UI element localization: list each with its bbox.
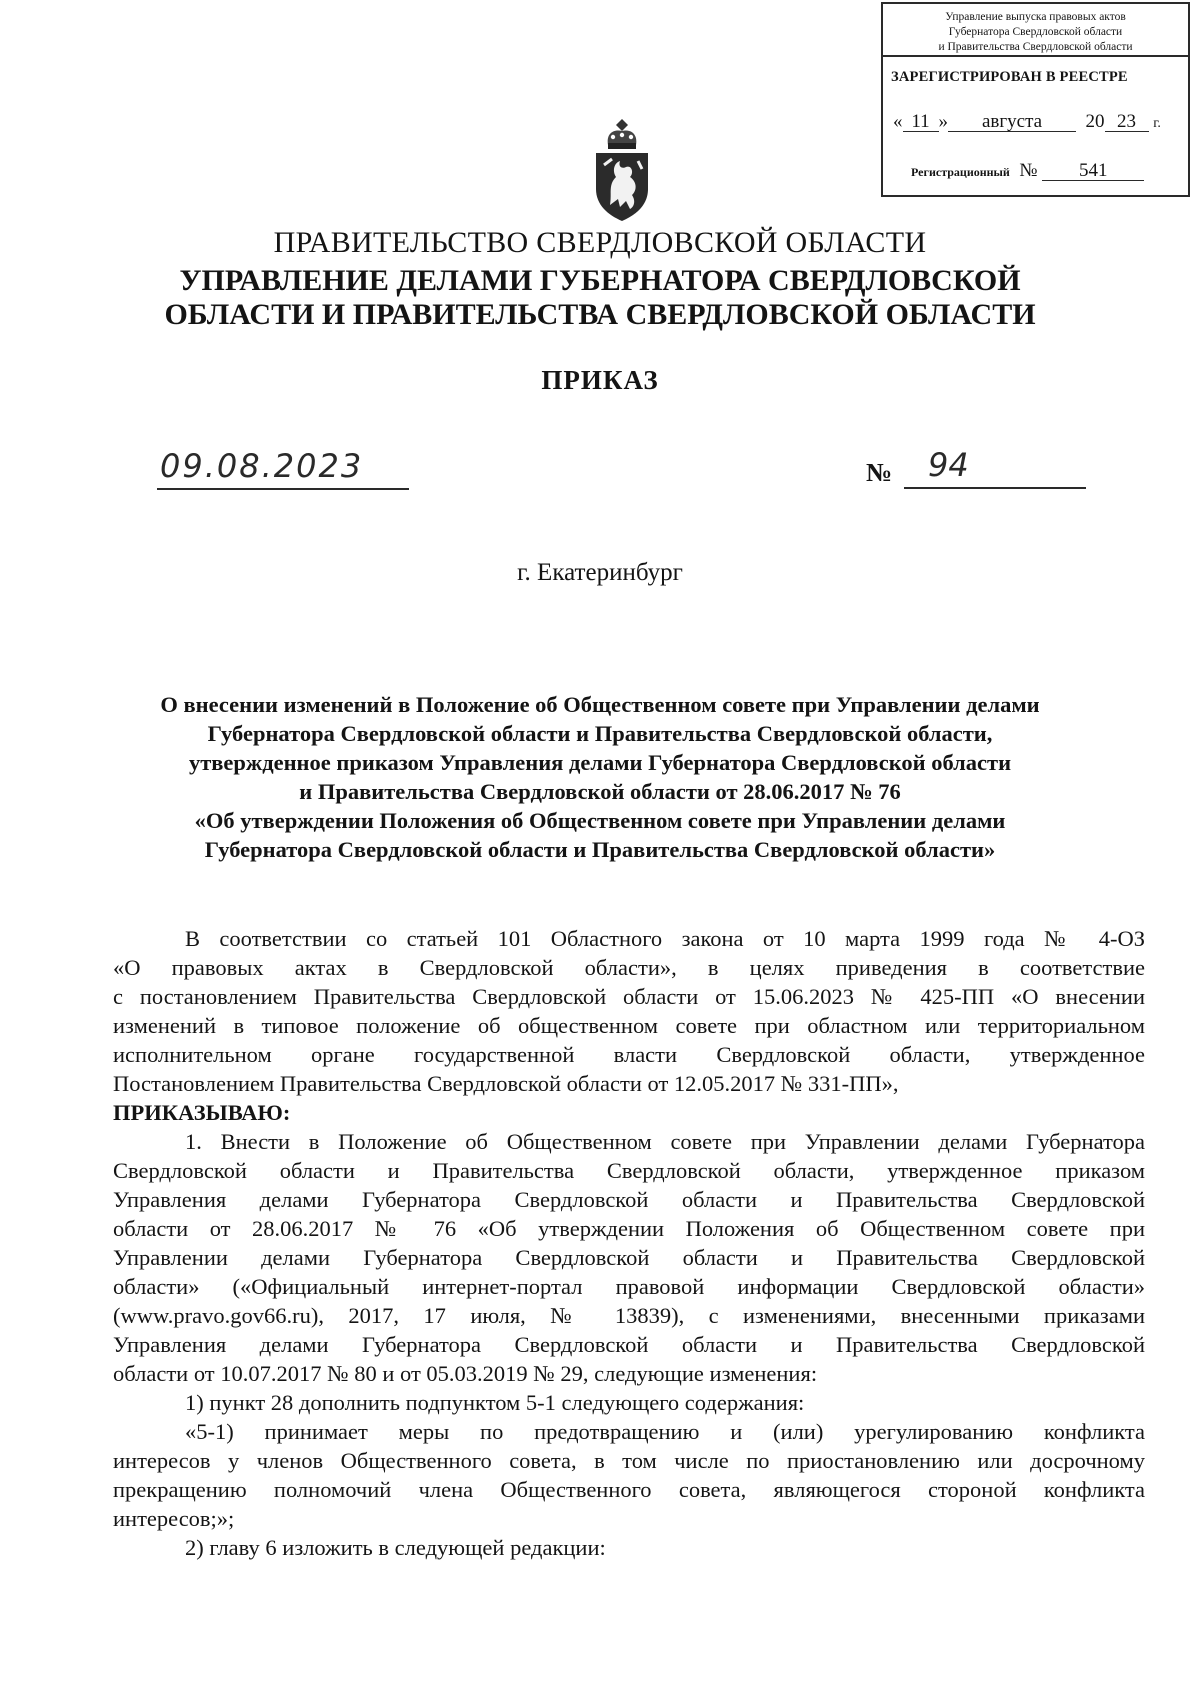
city: г. Екатеринбург — [517, 559, 683, 586]
item-1-line: области от 28.06.2017 № 76 «Об утверждении Положения об Общественном совете при — [113, 1216, 1145, 1241]
preamble-line: с постановлением Правительства Свердловской области от 15.06.2023 № 425-ПП «О внесении — [113, 984, 1145, 1009]
coat-of-arms-icon — [590, 115, 654, 225]
stamp-header-line: Управление выпуска правовых актов — [945, 11, 1126, 23]
sub-item-1: 1) пункт 28 дополнить подпунктом 5-1 следующего содержания: — [185, 1390, 805, 1415]
stamp-registration-number — [911, 160, 1144, 182]
preamble-line: Постановлением Правительства Свердловской области от 12.05.2017 № 331-ПП», — [113, 1071, 899, 1096]
order-title — [80, 690, 1120, 864]
order-word: ПРИКАЗЫВАЮ: — [113, 1100, 291, 1125]
stamp-year-prefix: 20 — [1085, 111, 1105, 132]
stamp-no-sign: № — [1019, 160, 1038, 181]
stamp-reg-label: Регистрационный — [911, 165, 1010, 179]
department-name-line-1: УПРАВЛЕНИЕ ДЕЛАМИ ГУБЕРНАТОРА СВЕРДЛОВСКОЙ — [179, 264, 1021, 297]
stamp-date: « 11 » августа 20 23 г. — [893, 111, 1161, 132]
item-1-line: Управления делами Губернатора Свердловской области и Правительства Свердловской — [113, 1187, 1145, 1212]
item-1-line: Управления делами Губернатора Свердловской области и Правительства Свердловской — [113, 1332, 1145, 1357]
stamp-day: 11 — [903, 113, 939, 132]
preamble-line: В соответствии со статьей 101 Областного закона от 10 марта 1999 года № 4-ОЗ — [185, 926, 1145, 951]
quote-line: «5-1) принимает меры по предотвращению и (или) урегулированию конфликта — [185, 1419, 1145, 1444]
stamp-header — [883, 4, 1188, 57]
title-line: Губернатора Свердловской области и Правительства Свердловской области, — [207, 721, 993, 746]
title-line: О внесении изменений в Положение об Общественном совете при Управлении делами — [160, 692, 1040, 717]
order-number-underline — [904, 487, 1086, 489]
order-body — [113, 924, 1145, 1562]
order-number-sign: № — [866, 458, 893, 487]
stamp-header-line: и Правительства Свердловской области — [938, 41, 1133, 53]
title-line: «Об утверждении Положения об Общественном совете при Управлении делами — [194, 808, 1006, 833]
registration-stamp — [881, 2, 1190, 197]
order-date-underline — [157, 488, 409, 490]
quote-line: интересов;»; — [113, 1506, 235, 1531]
item-1-line: области от 10.07.2017 № 80 и от 05.03.2019 № 29, следующие изменения: — [113, 1361, 818, 1386]
order-date: 09.08.2023 — [160, 447, 364, 485]
document-type: ПРИКАЗ — [541, 365, 659, 395]
government-name: ПРАВИТЕЛЬСТВО СВЕРДЛОВСКОЙ ОБЛАСТИ — [273, 226, 927, 259]
item-1-line: Управлении делами Губернатора Свердловской области и Правительства Свердловской — [113, 1245, 1145, 1270]
stamp-year-unit: г. — [1153, 116, 1161, 131]
item-1-line: 1. Внести в Положение об Общественном совете при Управлении делами Губернатора — [185, 1129, 1145, 1154]
quote-line: интересов у членов Общественного совета, в том числе по приостановлению или досрочному — [113, 1448, 1145, 1473]
title-line: утвержденное приказом Управления делами Губернатора Свердловской области — [188, 750, 1012, 775]
department-name-line-2: ОБЛАСТИ И ПРАВИТЕЛЬСТВА СВЕРДЛОВСКОЙ ОБЛАСТИ — [164, 298, 1036, 331]
title-line: Губернатора Свердловской области и Правительства Свердловской области» — [204, 837, 996, 862]
stamp-month: августа — [948, 113, 1076, 132]
title-line: и Правительства Свердловской области от 28.06.2017 № 76 — [299, 779, 901, 804]
item-1-line: Свердловской области и Правительства Свердловской области, утвержденное приказом — [113, 1158, 1145, 1183]
quote-line: прекращению полномочий члена Общественного совета, являющегося стороной конфликта — [113, 1477, 1145, 1502]
preamble-line: «О правовых актах в Свердловской области», в целях приведения в соответствие — [113, 955, 1145, 980]
stamp-registered-label: ЗАРЕГИСТРИРОВАН В РЕЕСТРЕ — [891, 69, 1128, 85]
order-number: 94 — [928, 446, 969, 484]
stamp-reg-number: 541 — [1042, 162, 1144, 181]
stamp-year-suffix: 23 — [1105, 113, 1149, 132]
stamp-header-line: Губернатора Свердловской области — [948, 26, 1123, 38]
preamble-line: изменений в типовое положение об общественном совете при областном или территориальном — [113, 1013, 1145, 1038]
item-1-line: (www.pravo.gov66.ru), 2017, 17 июля, № 13839), с изменениями, внесенными приказами — [113, 1303, 1145, 1328]
sub-item-2: 2) главу 6 изложить в следующей редакции: — [185, 1535, 606, 1560]
preamble-line: исполнительном органе государственной власти Свердловской области, утвержденное — [113, 1042, 1145, 1067]
item-1-line: области» («Официальный интернет-портал правовой информации Свердловской области» — [113, 1274, 1145, 1299]
